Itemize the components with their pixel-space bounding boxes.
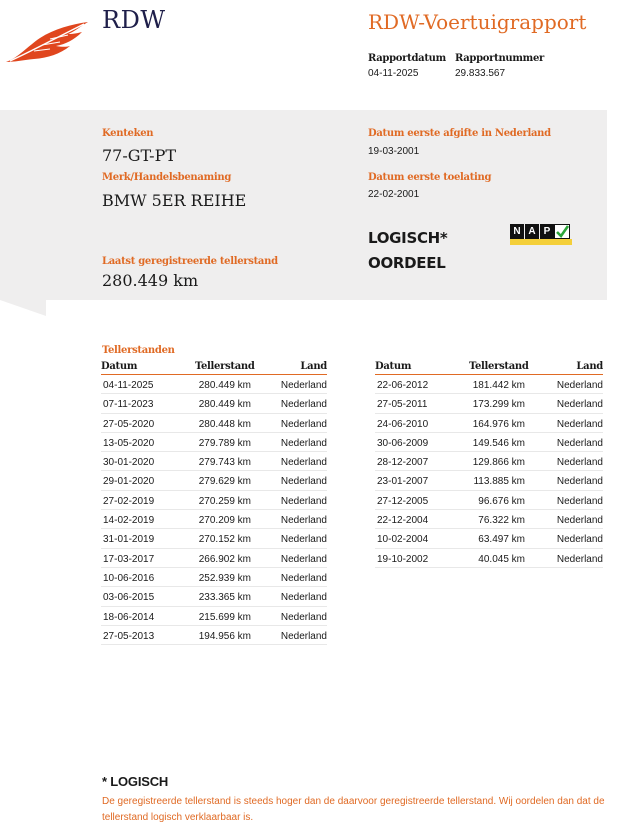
cell-date: 27-05-2013: [103, 630, 155, 642]
table-row: [101, 375, 327, 394]
table-row: [375, 549, 603, 568]
table-row: [375, 452, 603, 471]
cell-country: Nederland: [280, 592, 327, 604]
nap-badge: [510, 224, 572, 248]
cell-country: Nederland: [556, 399, 603, 411]
header-country: Land: [300, 361, 327, 372]
header-country: Land: [576, 361, 603, 372]
table-header: [375, 361, 603, 375]
cell-date: 27-05-2011: [377, 399, 428, 411]
cell-country: Nederland: [556, 553, 603, 565]
table-row: [101, 491, 327, 510]
cell-date: 30-06-2009: [377, 437, 429, 449]
cell-date: 10-06-2016: [103, 572, 155, 584]
cell-reading: 215.699 km: [198, 611, 251, 623]
cell-country: Nederland: [280, 437, 327, 449]
cell-country: Nederland: [280, 457, 327, 469]
cell-reading: 270.259 km: [198, 495, 251, 507]
panel-corner-decoration: [0, 300, 46, 316]
brand-label: Merk/Handelsbenaming: [102, 172, 232, 183]
table-row: [375, 433, 603, 452]
cell-country: Nederland: [280, 553, 327, 565]
cell-date: 31-01-2019: [103, 534, 155, 546]
cell-country: Nederland: [280, 534, 327, 546]
cell-reading: 252.939 km: [198, 572, 251, 584]
cell-reading: 280.448 km: [198, 418, 251, 430]
cell-country: Nederland: [280, 380, 327, 391]
cell-country: Nederland: [556, 534, 603, 546]
table-row: [375, 375, 603, 394]
table-row: [375, 471, 603, 490]
readings-table-right: [375, 361, 603, 568]
cell-reading: 63.497 km: [478, 534, 525, 546]
table-row: [375, 414, 603, 433]
table-row: [101, 587, 327, 606]
nap-letter-p: P: [540, 224, 554, 239]
cell-country: Nederland: [280, 418, 327, 430]
cell-reading: 270.209 km: [198, 515, 251, 527]
table-row: [375, 394, 603, 413]
cell-date: 22-06-2012: [377, 380, 429, 391]
cell-reading: 164.976 km: [472, 418, 525, 430]
cell-country: Nederland: [280, 630, 327, 642]
nap-letter-n: N: [510, 224, 524, 239]
cell-date: 30-01-2020: [103, 457, 155, 469]
table-row: [101, 510, 327, 529]
cell-country: Nederland: [280, 515, 327, 527]
plate-label: Kenteken: [102, 128, 154, 139]
brand-name: RDW: [102, 6, 166, 34]
table-row: [101, 529, 327, 548]
cell-country: Nederland: [556, 418, 603, 430]
cell-country: Nederland: [556, 515, 603, 527]
cell-date: 14-02-2019: [103, 515, 155, 527]
cell-country: Nederland: [280, 611, 327, 623]
cell-date: 17-03-2017: [103, 553, 155, 565]
table-row: [101, 433, 327, 452]
verdict-line-2: OORDEEL: [368, 254, 446, 272]
header-date: Datum: [375, 361, 412, 372]
report-number-label: Rapportnummer: [455, 53, 544, 64]
cell-date: 18-06-2014: [103, 611, 155, 623]
table-row: [375, 529, 603, 548]
table-row: [101, 568, 327, 587]
rdw-feather-logo-icon: [4, 18, 90, 66]
table-row: [101, 394, 327, 413]
report-date-label: Rapportdatum: [368, 53, 446, 64]
cell-reading: 279.789 km: [198, 437, 251, 449]
cell-date: 27-12-2005: [377, 495, 429, 507]
verdict-line-1: LOGISCH*: [368, 229, 448, 247]
cell-reading: 279.743 km: [198, 457, 251, 469]
cell-date: 10-02-2004: [377, 534, 429, 546]
readings-title: Tellerstanden: [102, 345, 175, 356]
cell-reading: 270.152 km: [198, 534, 251, 546]
table-row: [101, 626, 327, 645]
cell-reading: 194.956 km: [198, 630, 251, 642]
cell-reading: 96.676 km: [478, 495, 525, 507]
cell-date: 19-10-2002: [377, 553, 429, 565]
first-issue-nl-value: 19-03-2001: [368, 146, 420, 157]
cell-reading: 233.365 km: [198, 592, 251, 604]
cell-date: 28-12-2007: [377, 457, 429, 469]
header-date: Datum: [101, 361, 138, 372]
odometer-value: 280.449 km: [102, 271, 199, 290]
cell-reading: 149.546 km: [472, 437, 525, 449]
footnote-text: De geregistreerde tellerstand is steeds hoger dan de daarvoor geregistreerde tellerstand. Wij oordelen dan dat de tellerstand logisch verklaarbaar is.: [102, 796, 605, 823]
plate-value: 77-GT-PT: [102, 146, 176, 165]
table-row: [101, 549, 327, 568]
cell-reading: 280.449 km: [198, 399, 251, 411]
report-number: 29.833.567: [455, 68, 506, 79]
nap-yellow-bar: [510, 239, 572, 245]
cell-country: Nederland: [280, 476, 327, 488]
first-issue-nl-label: Datum eerste afgifte in Nederland: [368, 128, 551, 139]
table-row: [375, 510, 603, 529]
cell-country: Nederland: [280, 399, 327, 411]
cell-reading: 113.885 km: [473, 476, 525, 488]
cell-country: Nederland: [556, 457, 603, 469]
report-title: RDW-Voertuigrapport: [368, 10, 587, 34]
table-header: [101, 361, 327, 375]
cell-date: 23-01-2007: [377, 476, 429, 488]
report-date: 04-11-2025: [368, 68, 419, 79]
table-row: [101, 607, 327, 626]
cell-reading: 280.449 km: [198, 380, 251, 391]
brand-value: BMW 5ER REIHE: [102, 191, 247, 210]
cell-reading: 279.629 km: [198, 476, 251, 488]
table-row: [375, 491, 603, 510]
cell-date: 27-05-2020: [103, 418, 155, 430]
cell-date: 29-01-2020: [103, 476, 155, 488]
nap-letter-a: A: [525, 224, 539, 239]
cell-reading: 129.866 km: [472, 457, 525, 469]
cell-date: 22-12-2004: [377, 515, 429, 527]
table-row: [101, 452, 327, 471]
cell-reading: 266.902 km: [198, 553, 251, 565]
cell-country: Nederland: [280, 572, 327, 584]
cell-country: Nederland: [556, 380, 603, 391]
cell-date: 03-06-2015: [103, 592, 155, 604]
cell-date: 13-05-2020: [103, 437, 155, 449]
cell-reading: 76.322 km: [478, 515, 525, 527]
odometer-label: Laatst geregistreerde tellerstand: [102, 256, 278, 267]
cell-date: 24-06-2010: [377, 418, 429, 430]
cell-country: Nederland: [556, 476, 603, 488]
footnote-title: * LOGISCH: [102, 774, 169, 789]
cell-reading: 173.299 km: [472, 399, 525, 411]
readings-table-left: [101, 361, 327, 645]
cell-country: Nederland: [280, 495, 327, 507]
nap-check-icon: [554, 224, 570, 239]
cell-date: 04-11-2025: [103, 380, 154, 391]
first-admission-label: Datum eerste toelating: [368, 172, 492, 183]
header-reading: Tellerstand: [195, 361, 255, 372]
cell-reading: 181.442 km: [472, 380, 525, 391]
cell-country: Nederland: [556, 495, 603, 507]
first-admission-value: 22-02-2001: [368, 189, 420, 200]
table-row: [101, 414, 327, 433]
cell-country: Nederland: [556, 437, 603, 449]
header-reading: Tellerstand: [469, 361, 529, 372]
cell-reading: 40.045 km: [478, 553, 525, 565]
table-row: [101, 471, 327, 490]
cell-date: 07-11-2023: [103, 399, 154, 411]
cell-date: 27-02-2019: [103, 495, 155, 507]
